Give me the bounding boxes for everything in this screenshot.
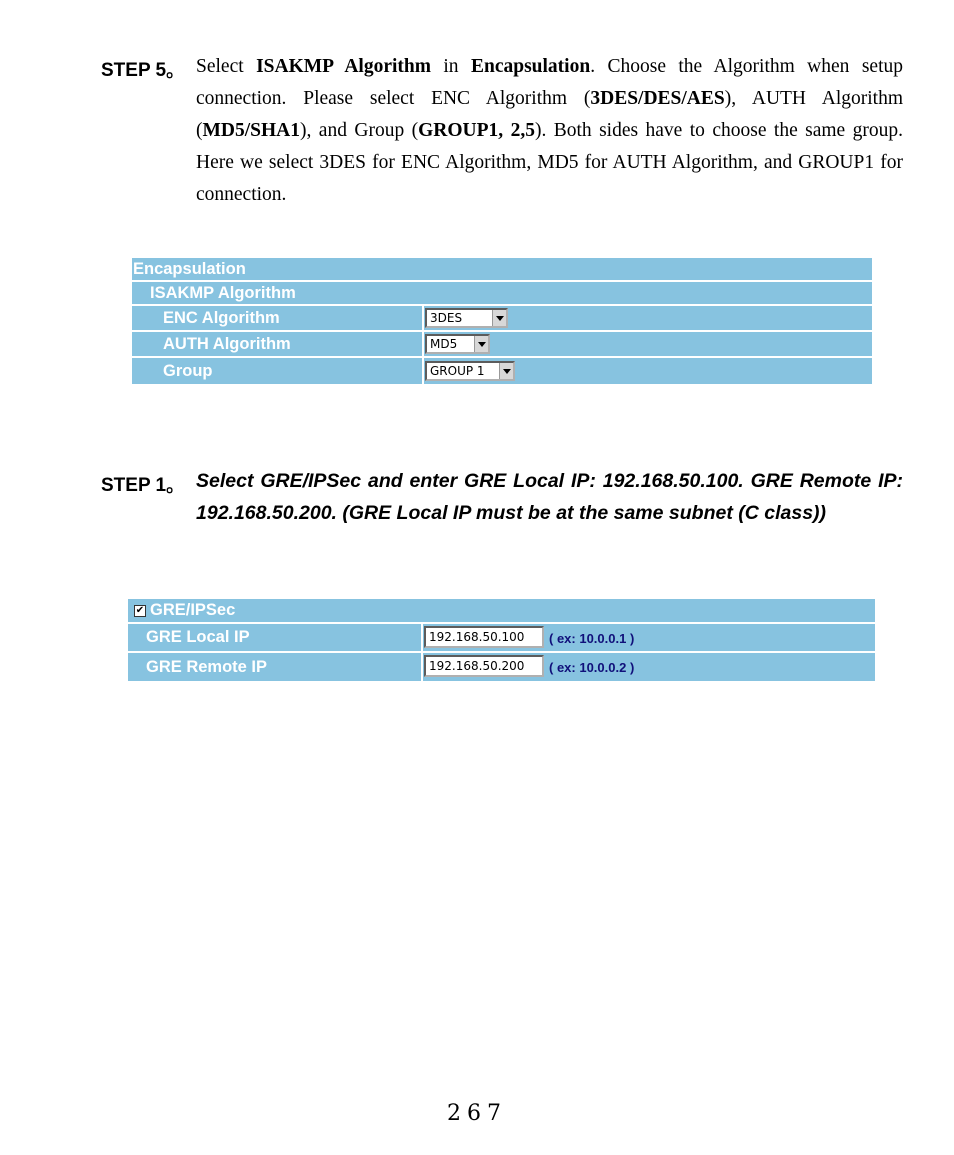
auth-algorithm-row	[132, 332, 872, 356]
step-5-text: ), and Group (	[300, 120, 419, 141]
encapsulation-term: Encapsulation	[470, 56, 591, 77]
enc-algorithm-row	[132, 306, 872, 330]
chevron-down-icon[interactable]	[499, 363, 513, 379]
isakmp-subheader-row	[132, 282, 872, 304]
gre-local-ip-hint: ( ex: 10.0.0.1 )	[549, 631, 635, 646]
auth-algorithm-value: MD5	[430, 337, 458, 351]
group-select[interactable]	[425, 361, 515, 381]
gre-local-ip-row	[128, 624, 875, 651]
step-5-label: STEP 5。	[101, 60, 186, 81]
gre-remote-ip-input[interactable]: 192.168.50.200	[424, 655, 544, 677]
gre-remote-ip-hint: ( ex: 10.0.0.2 )	[549, 660, 635, 675]
step-5-text: . Choose the Algorithm when setup connection. Please select ENC Algorithm (	[196, 56, 903, 109]
gre-ipsec-label: GRE/IPSec	[150, 601, 236, 619]
encapsulation-header: Encapsulation	[133, 259, 246, 278]
gre-header-row	[128, 599, 875, 622]
enc-options-term: 3DES/DES/AES	[590, 88, 725, 109]
chevron-down-icon[interactable]	[474, 336, 488, 352]
step-5-text: ), AUTH Algorithm (	[196, 88, 903, 141]
enc-algorithm-value: 3DES	[430, 311, 463, 325]
isakmp-subheader: ISAKMP Algorithm	[150, 283, 296, 302]
step-5-paragraph	[196, 51, 903, 211]
step-1-label: STEP 1。	[101, 475, 186, 496]
gre-panel	[128, 599, 875, 681]
step-1-paragraph: Select GRE/IPSec and enter GRE Local IP: 192.168.50.100. GRE Remote IP: 192.168.50.200. (GRE Local IP must be at the same subnet (C class))	[196, 470, 903, 524]
group-options-term: GROUP1, 2,5	[418, 120, 535, 141]
check-icon: ✔	[135, 605, 145, 616]
gre-remote-ip-label: GRE Remote IP	[146, 657, 268, 676]
encapsulation-panel	[132, 258, 872, 384]
auth-algorithm-label: AUTH Algorithm	[163, 334, 291, 353]
group-row	[132, 358, 872, 384]
enc-algorithm-label: ENC Algorithm	[163, 308, 280, 327]
auth-options-term: MD5/SHA1	[202, 120, 300, 141]
isakmp-term: ISAKMP Algorithm	[256, 56, 431, 77]
step-5-text: Select	[196, 56, 257, 77]
chevron-down-icon[interactable]	[492, 310, 506, 326]
gre-local-ip-label: GRE Local IP	[146, 628, 250, 646]
group-value: GROUP 1	[430, 364, 485, 378]
group-label: Group	[163, 361, 213, 380]
encapsulation-header-row	[132, 258, 872, 280]
gre-remote-ip-row	[128, 653, 875, 681]
step-5-text: in	[430, 56, 471, 77]
enc-algorithm-select[interactable]	[425, 308, 508, 328]
gre-ipsec-checkbox[interactable]	[134, 605, 146, 617]
gre-local-ip-input[interactable]: 192.168.50.100	[424, 626, 544, 648]
step-5-text: ). Both sides have to choose the same group. Here we select 3DES for ENC Algorithm, MD5 for AUTH Algorithm, and GROUP1 for connection.	[196, 120, 903, 205]
page-number: 267	[447, 1101, 507, 1126]
auth-algorithm-select[interactable]	[425, 334, 490, 354]
